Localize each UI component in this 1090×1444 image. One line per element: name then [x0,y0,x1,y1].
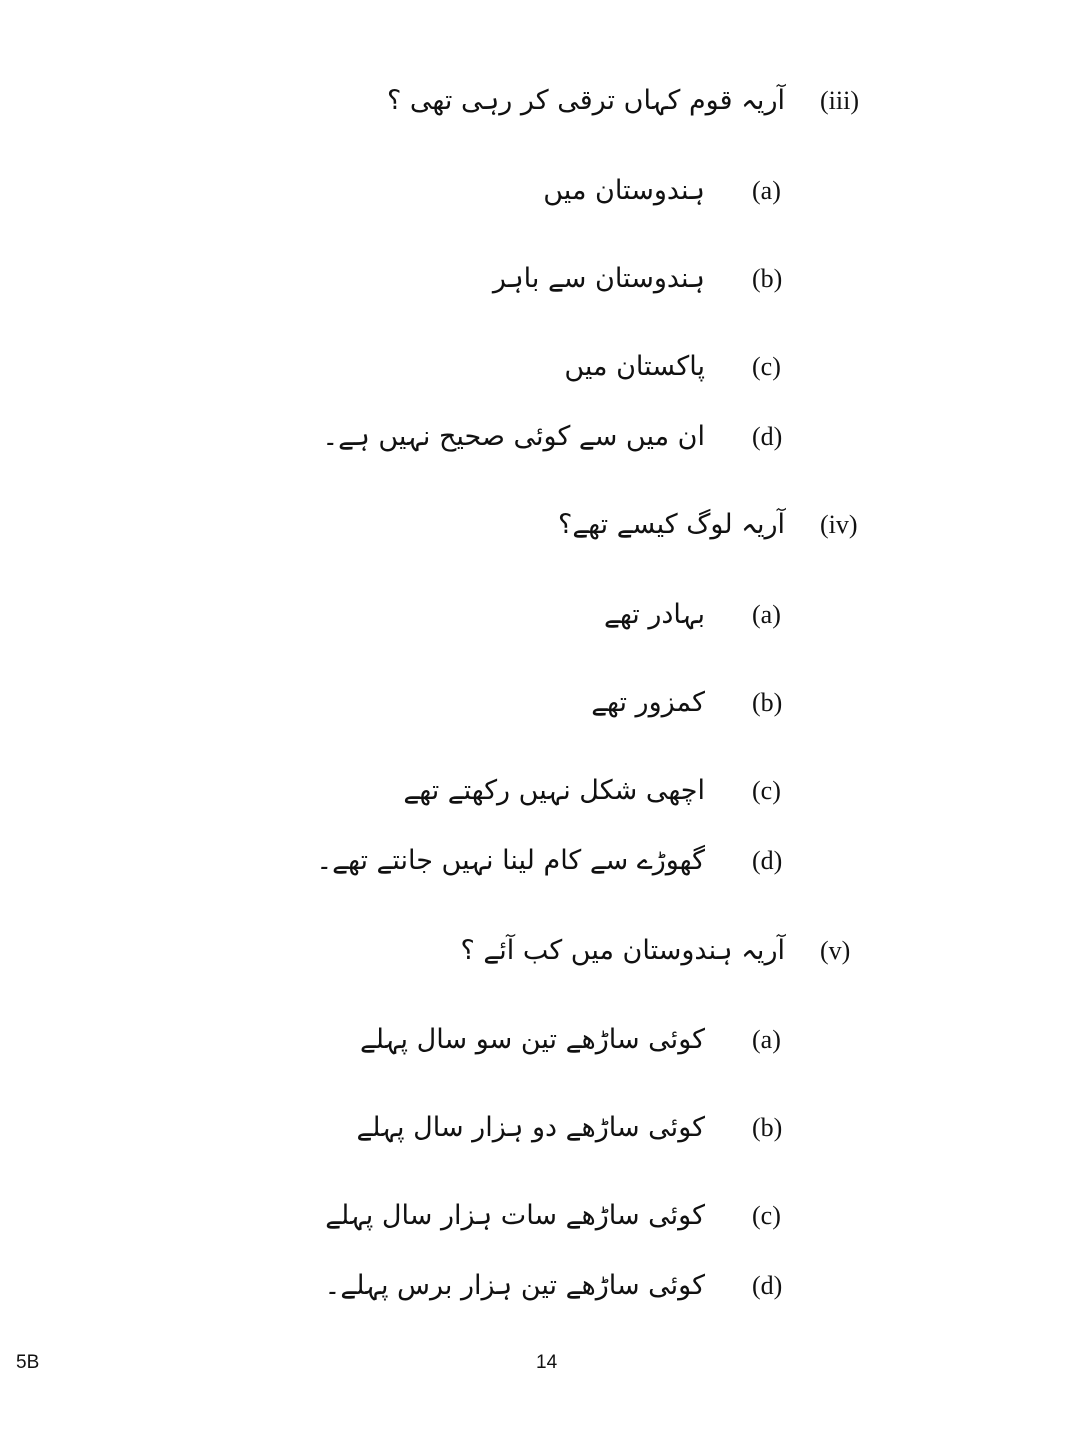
option-iv-b [0,678,1090,728]
option-text: کوئی ساڑھے تین سو سال پہلے [359,1024,705,1055]
question-number: (iv) [820,510,858,539]
option-text: کمزور تھے [591,687,705,718]
paper-code: 5B [16,1352,40,1373]
option-text: کوئی ساڑھے سات ہزار سال پہلے [325,1200,705,1231]
option-label: (c) [752,776,781,805]
option-label: (d) [752,846,783,875]
option-iii-c [0,342,1090,392]
option-label: (a) [752,600,781,629]
question-number: (iii) [820,86,859,115]
option-v-d [0,1261,1090,1311]
option-text: بہادر تھے [604,599,705,630]
option-text: گھوڑے سے کام لینا نہیں جانتے تھے۔ [316,845,705,876]
option-text: ہندوستان میں [543,175,705,206]
option-label: (d) [752,1271,783,1300]
option-label: (b) [752,264,783,293]
option-v-b [0,1103,1090,1153]
option-label: (c) [752,1201,781,1230]
question-iii [0,76,1090,126]
question-text: آریہ لوگ کیسے تھے؟ [558,509,785,540]
option-iv-d [0,836,1090,886]
option-text: کوئی ساڑھے تین ہزار برس پہلے۔ [324,1270,705,1301]
option-text: اچھی شکل نہیں رکھتے تھے [403,775,705,806]
option-label: (b) [752,688,783,717]
option-v-a [0,1015,1090,1065]
option-iv-a [0,590,1090,640]
question-v [0,926,1090,976]
option-v-c [0,1191,1090,1241]
option-label: (a) [752,1025,781,1054]
option-label: (b) [752,1113,783,1142]
option-iii-d [0,412,1090,462]
page-number: 14 [536,1352,558,1373]
option-label: (c) [752,352,781,381]
option-iv-c [0,766,1090,816]
question-iv [0,500,1090,550]
option-text: ہندوستان سے باہر [492,263,705,294]
question-text: آریہ ہندوستان میں کب آئے ؟ [460,935,785,966]
option-iii-a [0,166,1090,216]
question-number: (v) [820,936,851,965]
option-iii-b [0,254,1090,304]
question-text: آریہ قوم کہاں ترقی کر رہی تھی ؟ [387,85,785,116]
option-text: ان میں سے کوئی صحیح نہیں ہے۔ [322,421,705,452]
option-text: کوئی ساڑھے دو ہزار سال پہلے [356,1112,705,1143]
option-label: (a) [752,176,781,205]
option-text: پاکستان میں [564,351,705,382]
option-label: (d) [752,422,783,451]
